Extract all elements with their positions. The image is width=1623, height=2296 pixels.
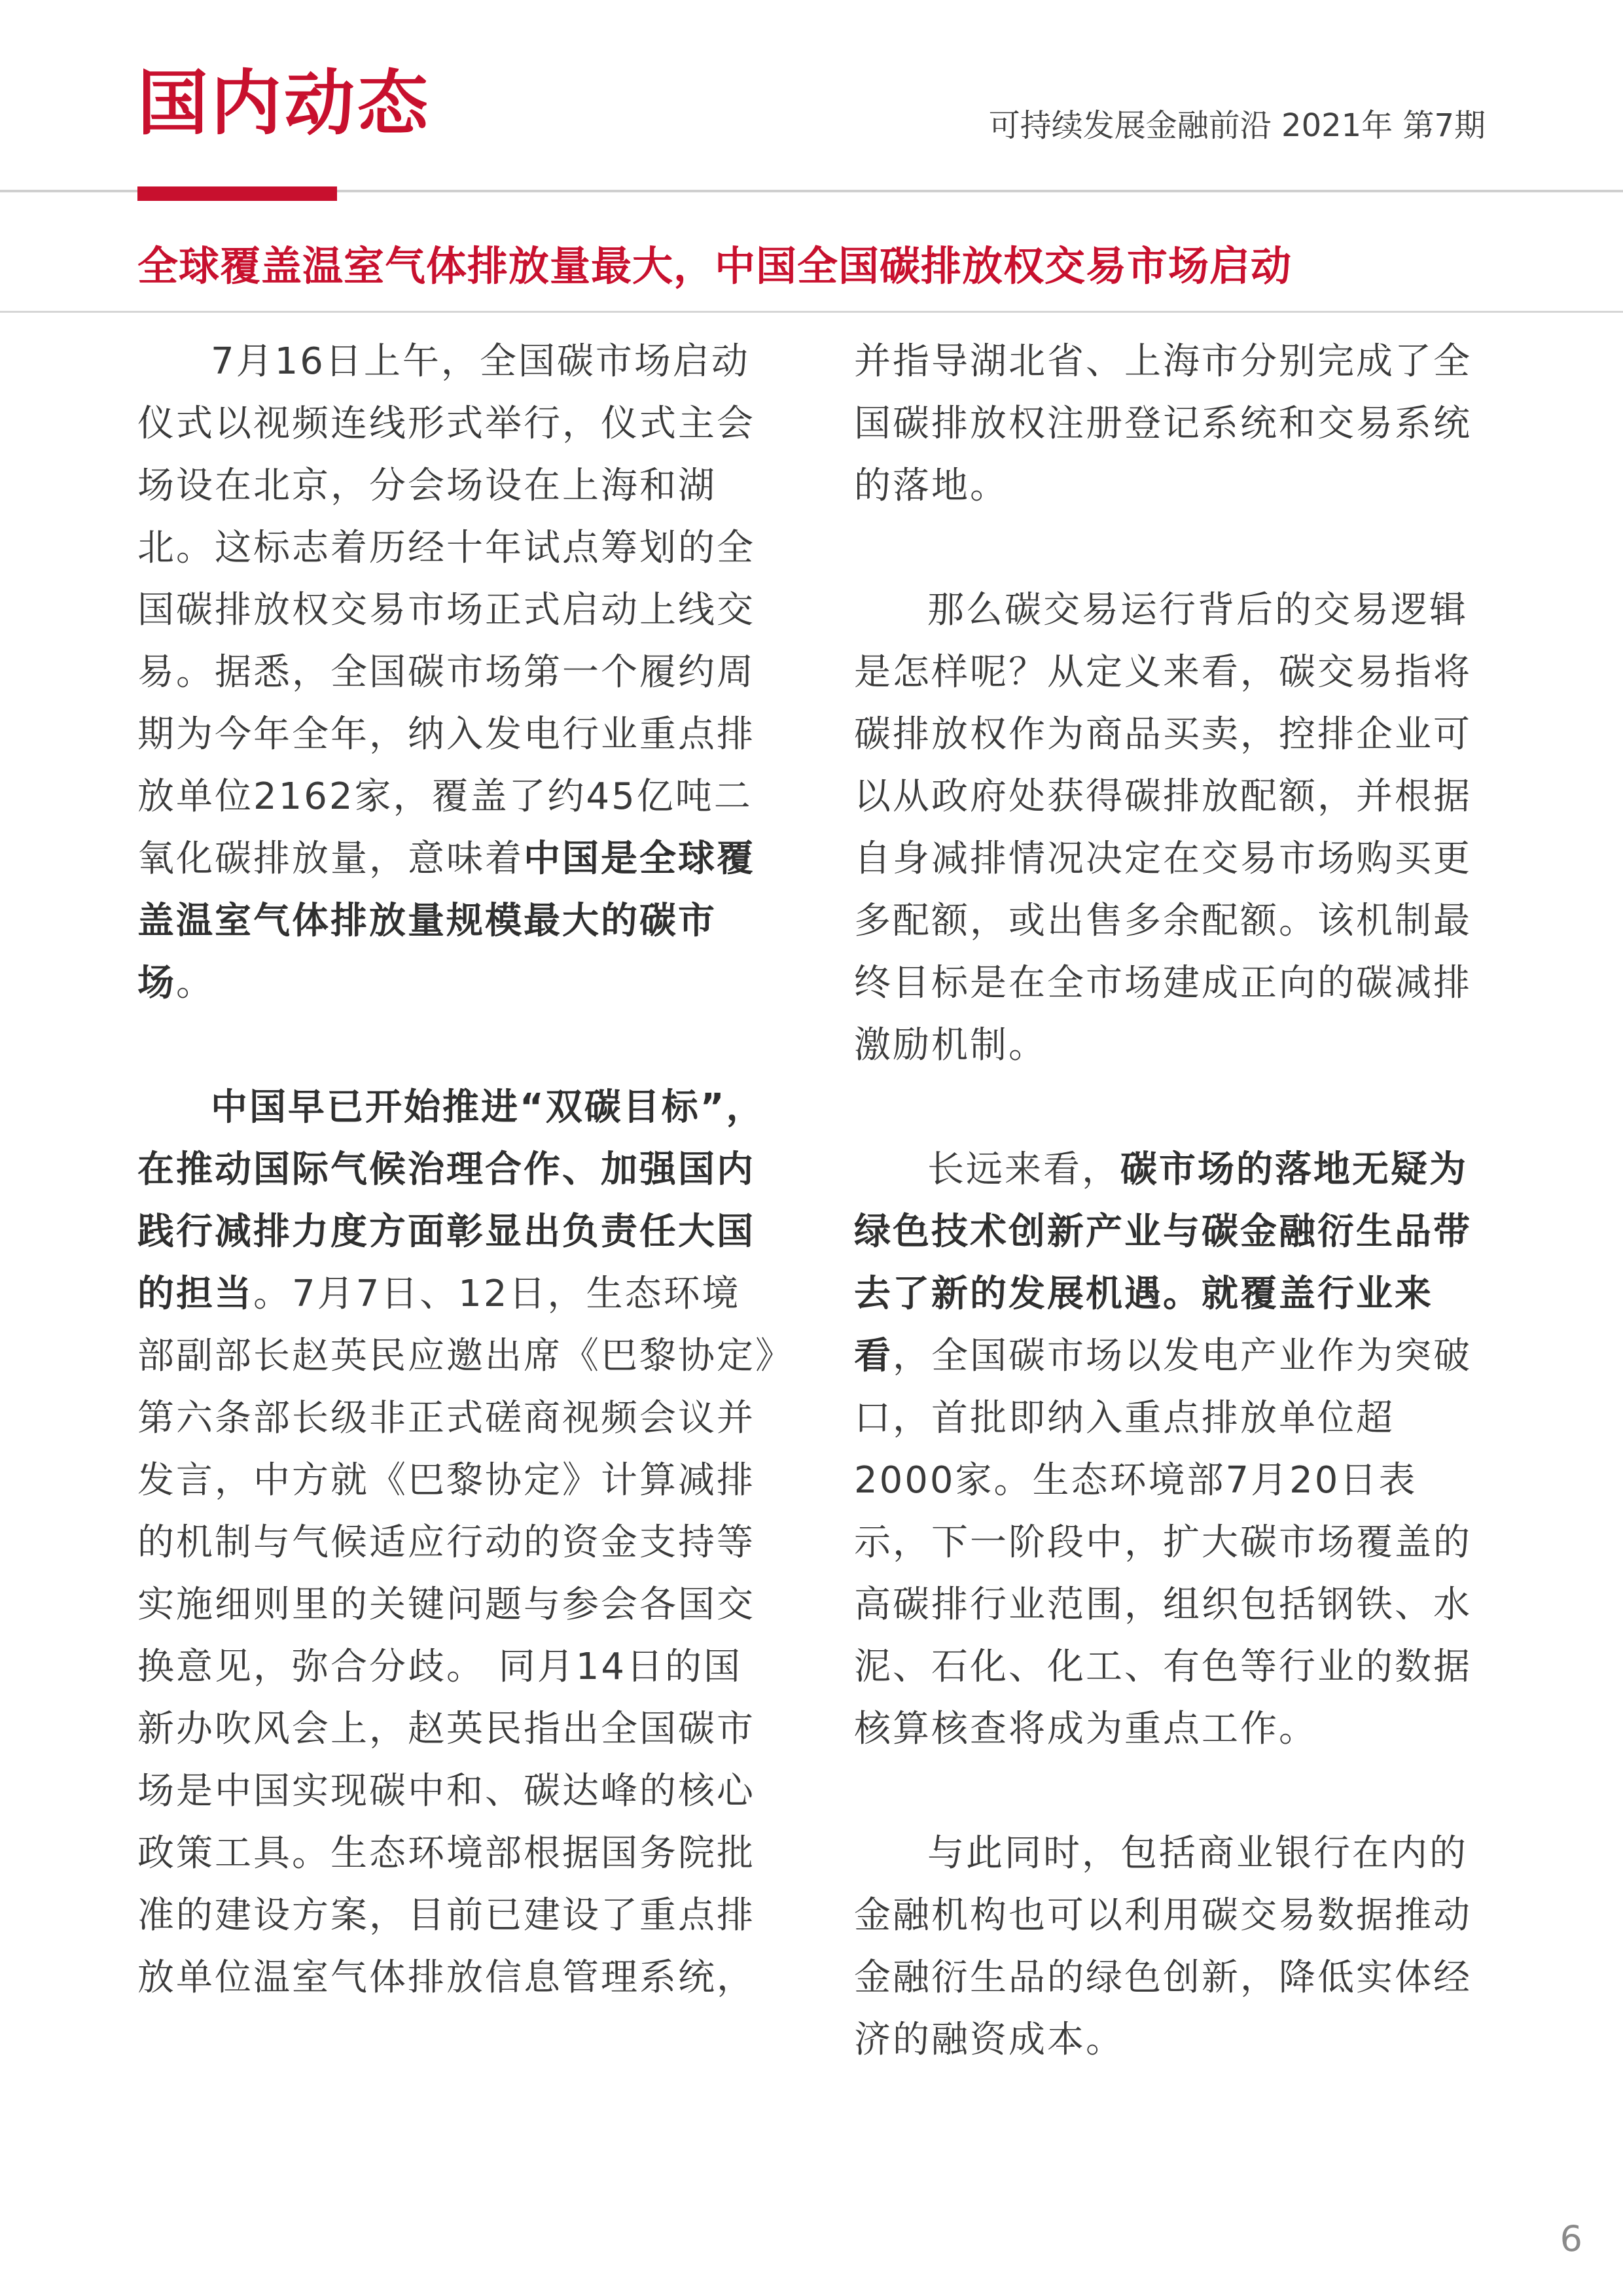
emphasis-text: 中国是全球覆盖温室气体排放量规模最大的碳市场 — [137, 838, 755, 1004]
paragraph-text: ，全国碳市场以发电产业作为突破口，首批即纳入重点排放单位超2000家。生态环境部7月20日表示，下一阶段中，扩大碳市场覆盖的高碳排行业范围，组织包括钢铁、水泥、石化、化工、有色等行业的数据核算核查将成为重点工作。 — [854, 1335, 1472, 1750]
paragraph — [137, 330, 779, 1014]
left-column — [137, 330, 779, 2009]
paragraph-text: 。 — [176, 962, 215, 1004]
right-column — [854, 330, 1486, 2071]
issue-label: 可持续发展金融前沿 2021年 第7期 — [988, 107, 1486, 144]
paragraph-text: 那么碳交易运行背后的交易逻辑是怎样呢？从定义来看，碳交易指将碳排放权作为商品买卖，控排企业可以从政府处获得碳排放配额，并根据自身减排情况决定在交易市场购买更多配额，或出售多余配额。该机制最终目标是在全市场建成正向的碳减排激励机制。 — [854, 589, 1472, 1067]
paragraph — [854, 1139, 1486, 1760]
accent-bar — [137, 186, 337, 201]
paragraph-text: 。7月7日、12日，生态环境部副部长赵英民应邀出席《巴黎协定》第六条部长级非正式磋商视频会议并发言，中方就《巴黎协定》计算减排的机制与气候适应行动的资金支持等实施细则里的关键问题与参会各国交换意见，弥合分歧。 同月14日的国新办吹风会上，赵英民指出全国碳市场是中国实现碳中和、碳达峰的核心政策工具。生态环境部根据国务院批准的建设方案，目前已建设了重点排放单位温室气体排放信息管理系统， — [137, 1273, 776, 1999]
article-headline: 全球覆盖温室气体排放量最大，中国全国碳排放权交易市场启动 — [137, 242, 1293, 290]
section-title: 国内动态 — [137, 63, 431, 145]
headline-divider — [0, 311, 1623, 313]
paragraph — [854, 1822, 1486, 2071]
paragraph — [854, 579, 1486, 1076]
paragraph-text: 7月16日上午，全国碳市场启动仪式以视频连线形式举行，仪式主会场设在北京，分会场设在上海和湖北。这标志着历经十年试点筹划的全国碳排放权交易市场正式启动上线交易。据悉，全国碳市场第一个履约周期为今年全年，纳入发电行业重点排放单位2162家，覆盖了约45亿吨二氧化碳排放量，意味着 — [137, 340, 755, 880]
paragraph — [854, 330, 1486, 517]
paragraph-text: 长远来看， — [927, 1148, 1120, 1191]
emphasis-text: 碳市场的落地无疑为绿色技术创新产业与碳金融衍生品带去了新的发展机遇。就覆盖行业来看 — [854, 1148, 1472, 1377]
emphasis-text: 中国早已开始推进“双碳目标”，在推动国际气候治理合作、加强国内践行减排力度方面彰显出负责任大国的担当 — [137, 1086, 765, 1315]
paragraph-text: 与此同时，包括商业银行在内的金融机构也可以利用碳交易数据推动金融衍生品的绿色创新，降低实体经济的融资成本。 — [854, 1832, 1472, 2061]
paragraph — [137, 1076, 779, 2009]
paragraph-text: 并指导湖北省、上海市分别完成了全国碳排放权注册登记系统和交易系统的落地。 — [854, 340, 1472, 507]
page-number: 6 — [1560, 2218, 1582, 2259]
